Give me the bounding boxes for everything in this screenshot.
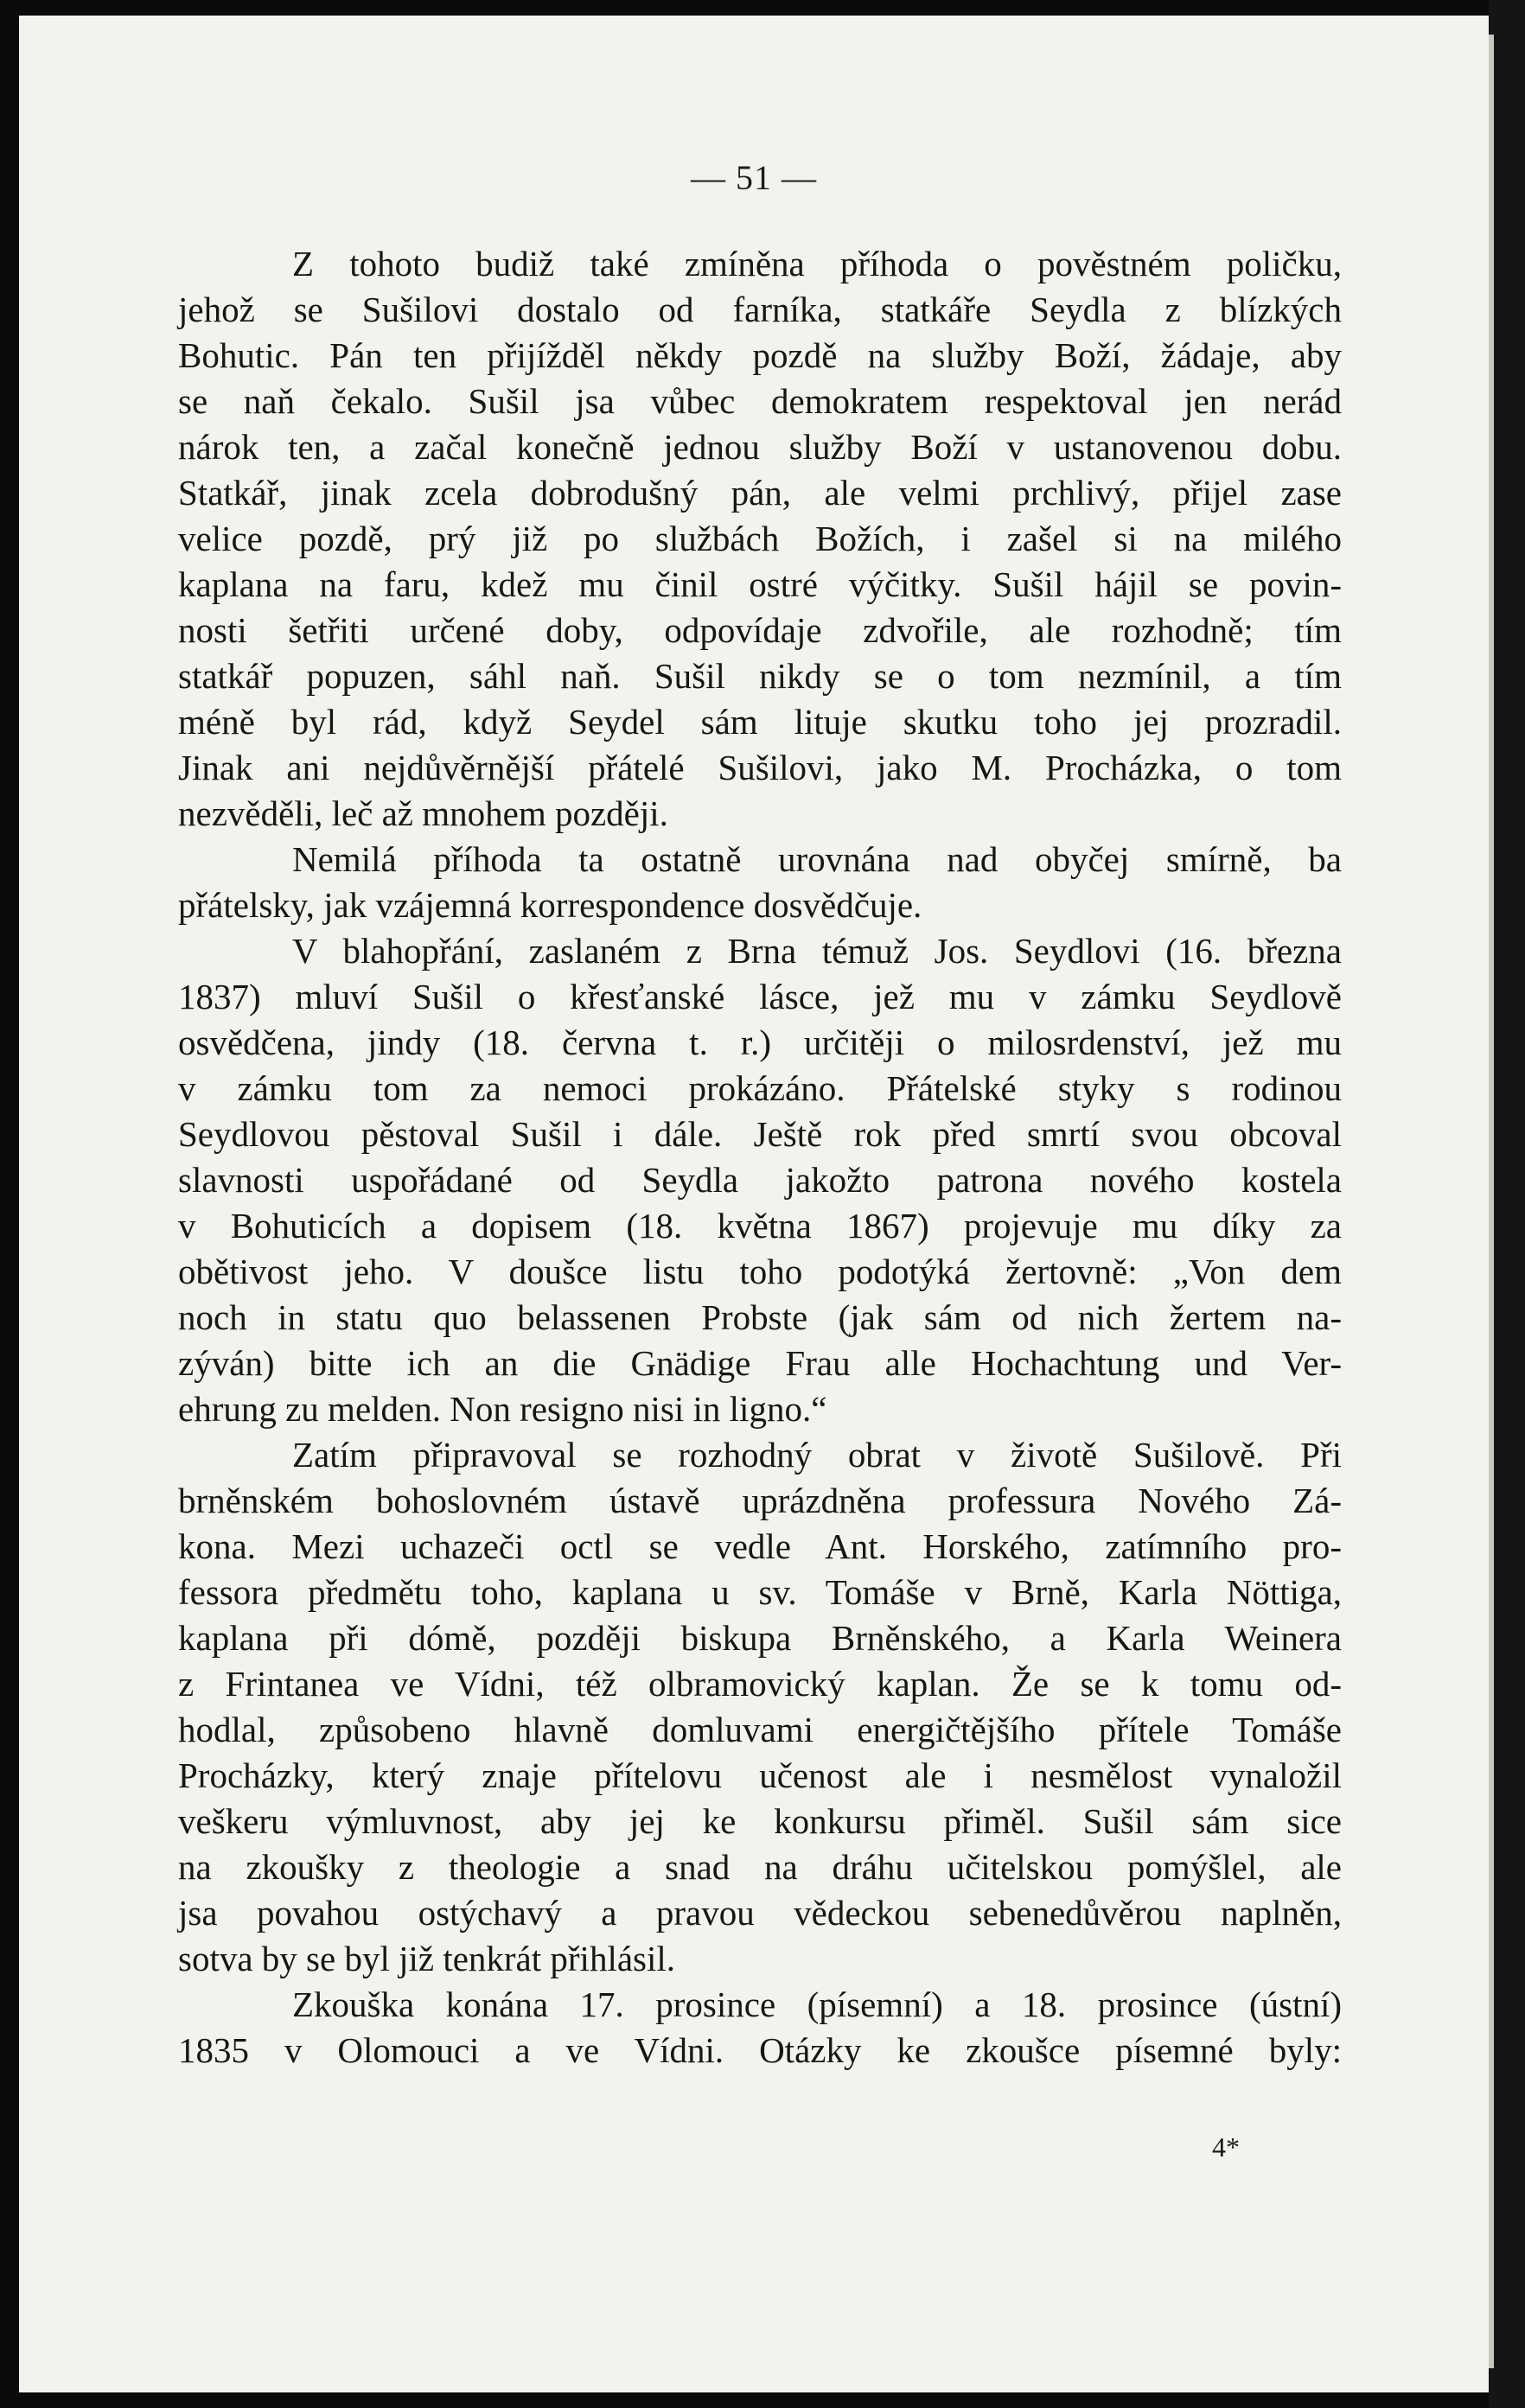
signature-mark: 4* (1212, 2131, 1240, 2163)
text-line: Jinak ani nejdůvěrnější přátelé Sušilovi, jako M. Procházka, o tom (178, 748, 1342, 787)
text-line: kaplana při dómě, později biskupa Brněnského, a Karla Weinera (178, 1618, 1342, 1658)
text-line: obětivost jeho. V doušce listu toho podotýká žertovně: „Von dem (178, 1252, 1342, 1291)
text-line: velice pozdě, prý již po službách Božích, i zašel si na milého (178, 519, 1342, 558)
text-line: z Frintanea ve Vídni, též olbramovický kaplan. Že se k tomu od- (178, 1664, 1342, 1704)
text-line: nárok ten, a začal konečně jednou služby Boží v ustanovenou dobu. (178, 427, 1342, 467)
text-line: Statkář, jinak zcela dobrodušný pán, ale velmi prchlivý, přijel zase (178, 473, 1342, 513)
book-page (19, 16, 1489, 2392)
text-line: v zámku tom za nemoci prokázáno. Přátelské styky s rodinou (178, 1068, 1342, 1108)
text-line: zýván) bitte ich an die Gnädige Frau alle Hochachtung und Ver- (178, 1343, 1342, 1383)
text-line: v Bohuticích a dopisem (18. května 1867) projevuje mu díky za (178, 1206, 1342, 1245)
text-line: Procházky, který znaje přítelovu učenost ale i nesmělost vynaložil (178, 1755, 1342, 1795)
text-line: kaplana na faru, kdež mu činil ostré výčitky. Sušil hájil se povin- (178, 564, 1342, 604)
text-line: jsa povahou ostýchavý a pravou vědeckou sebenedůvěrou naplněn, (178, 1893, 1342, 1933)
text-line: nosti šetřiti určené doby, odpovídaje zdvořile, ale rozhodně; tím (178, 610, 1342, 650)
text-line: Z tohoto budiž také zmíněna příhoda o pověstném poličku, (292, 244, 1342, 283)
text-line: kona. Mezi uchazeči octl se vedle Ant. Horského, zatímního pro- (178, 1526, 1342, 1566)
text-line: noch in statu quo belassenen Probste (jak sám od nich žertem na- (178, 1297, 1342, 1337)
text-line: se naň čekalo. Sušil jsa vůbec demokratem respektoval jen nerád (178, 381, 1342, 421)
text-line: 1837) mluví Sušil o křesťanské lásce, jež mu v zámku Seydlově (178, 977, 1342, 1016)
text-line: osvědčena, jindy (18. června t. r.) určitěji o milosrdenství, jež mu (178, 1022, 1342, 1062)
text-line: 1835 v Olomouci a ve Vídni. Otázky ke zkoušce písemné byly: (178, 2030, 1342, 2070)
page-edge (1489, 35, 1494, 2368)
scan-border (1489, 0, 1525, 2408)
text-line: na zkoušky z theologie a snad na dráhu učitelskou pomýšlel, ale (178, 1847, 1342, 1887)
text-line: slavnosti uspořádané od Seydla jakožto patrona nového kostela (178, 1160, 1342, 1200)
text-line: Zatím připravoval se rozhodný obrat v životě Sušilově. Při (292, 1435, 1342, 1475)
text-line: sotva by se byl již tenkrát přihlásil. (178, 1939, 676, 1978)
text-line: brněnském bohoslovném ústavě uprázdněna professura Nového Zá- (178, 1481, 1342, 1520)
text-line: V blahopřání, zaslaném z Brna témuž Jos. Seydlovi (16. března (292, 931, 1342, 971)
text-line: přátelsky, jak vzájemná korrespondence dosvědčuje. (178, 885, 922, 925)
text-line: méně byl rád, když Seydel sám lituje skutku toho jej prozradil. (178, 702, 1342, 742)
text-line: ehrung zu melden. Non resigno nisi in ligno.“ (178, 1389, 827, 1429)
text-line: Zkouška konána 17. prosince (písemní) a 18. prosince (ústní) (292, 1984, 1342, 2024)
text-line: statkář popuzen, sáhl naň. Sušil nikdy se o tom nezmínil, a tím (178, 656, 1342, 696)
text-line: veškeru výmluvnost, aby jej ke konkursu přiměl. Sušil sám sice (178, 1801, 1342, 1841)
text-line: Seydlovou pěstoval Sušil i dále. Ještě rok před smrtí svou obcoval (178, 1114, 1342, 1154)
page-number: — 51 — (691, 158, 817, 197)
text-line: nezvěděli, leč až mnohem později. (178, 793, 668, 833)
text-line: hodlal, způsobeno hlavně domluvami energičtějšího přítele Tomáše (178, 1710, 1342, 1749)
text-line: Nemilá příhoda ta ostatně urovnána nad obyčej smírně, ba (292, 839, 1342, 879)
text-line: Bohutic. Pán ten přijížděl někdy pozdě na služby Boží, žádaje, aby (178, 335, 1342, 375)
text-line: fessora předmětu toho, kaplana u sv. Tomáše v Brně, Karla Nöttiga, (178, 1572, 1342, 1612)
text-line: jehož se Sušilovi dostalo od farníka, statkáře Seydla z blízkých (178, 290, 1342, 329)
